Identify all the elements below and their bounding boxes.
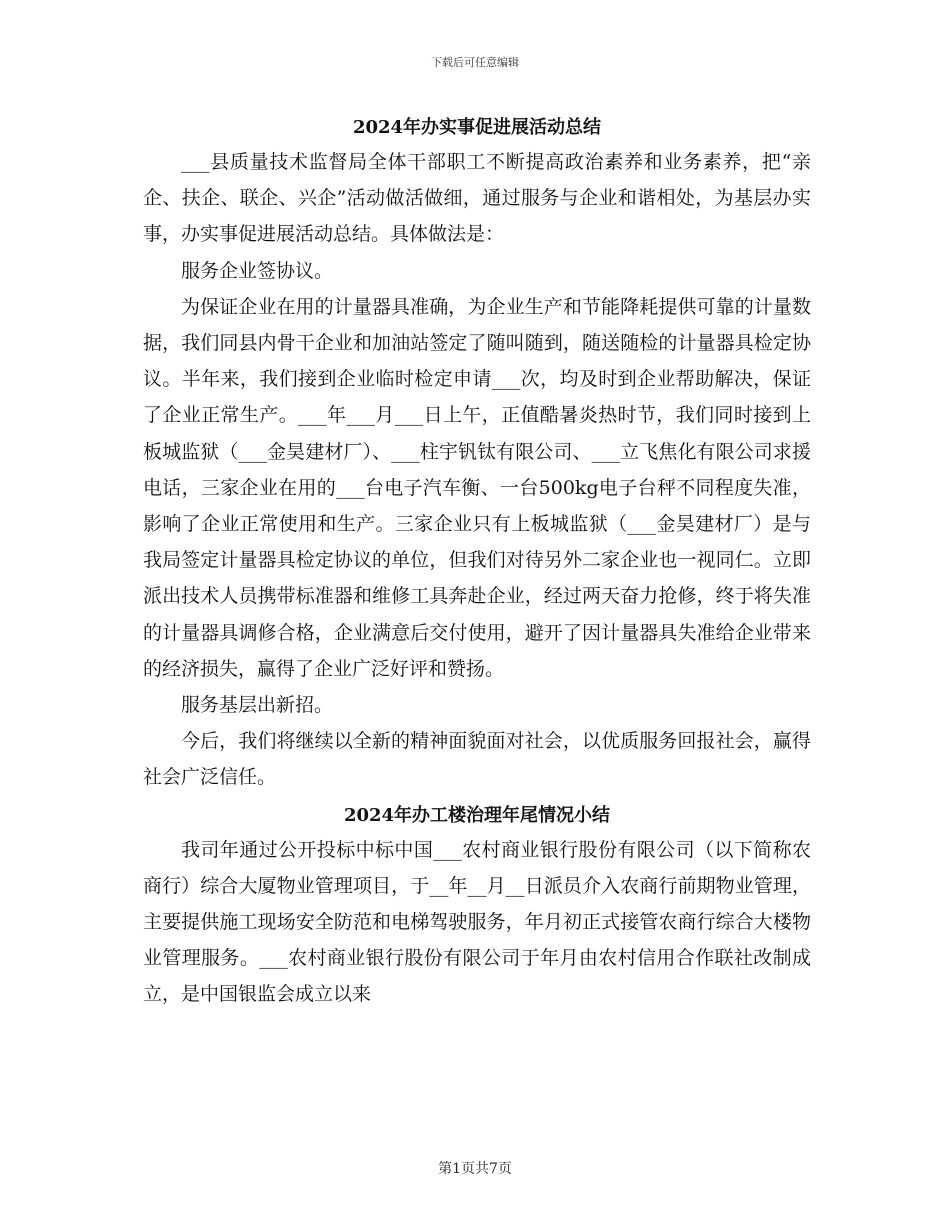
page-number-footer: 第1页共7页	[438, 1161, 512, 1177]
section-2-paragraph: 我司年通过公开投标中标中国___农村商业银行股份有限公司（以下简称农商行）综合大厦物业管理项目，于__年__月__日派员介入农商行前期物业管理，主要提供施工现场安全防范和电梯驾驶服务，年月初正式接管农商行综合大楼物业管理服务。___农村商业银行股份有限公司于年月由农村信用合作联社改制成立，是中国银监会成立以来	[143, 838, 811, 1006]
section-1-paragraph: 服务基层出新招。	[181, 694, 334, 717]
section-1-paragraph: 为保证企业在用的计量器具准确，为企业生产和节能降耗提供可靠的计量数据，我们同县内骨干企业和加油站签定了随叫随到，随送随检的计量器具检定协议。半年来，我们接到企业临时检定申请___次，均及时到企业帮助解决，保证了企业正常生产。___年___月___日上午，正值酷暑炎热时节，我们同时接到上板城监狱（___金昊建材厂）、___柱宇钒钛有限公司、___立飞焦化有限公司求援电话，三家企业在用的___台电子汽车衡、一台500kg电子台秤不同程度失准，影响了企业正常使用和生产。三家企业只有上板城监狱（___金昊建材厂）是与我局签定计量器具检定协议的单位，但我们对待另外二家企业也一视同仁。立即派出技术人员携带标准器和维修工具奔赴企业，经过两天奋力抢修，终于将失准的计量器具调修合格，企业满意后交付使用，避开了因计量器具失准给企业带来的经济损失，赢得了企业广泛好评和赞扬。	[143, 295, 811, 680]
document-body	[143, 112, 811, 1013]
page-header-note: 下载后可任意编辑	[431, 56, 519, 69]
section-1-paragraph: 服务企业签协议。	[181, 259, 334, 282]
section-1-title: 2024年办实事促进展活动总结	[352, 117, 602, 138]
section-1-paragraph: ___县质量技术监督局全体干部职工不断提高政治素养和业务素养，把“亲企、扶企、联企、兴企”活动做活做细，通过服务与企业和谐相处，为基层办实事，办实事促进展活动总结。具体做法是：	[143, 151, 811, 246]
section-2-title: 2024年办工楼治理年尾情况小结	[343, 804, 611, 826]
section-1-paragraph: 今后，我们将继续以全新的精神面貌面对社会，以优质服务回报社会，赢得社会广泛信任。	[143, 730, 811, 789]
